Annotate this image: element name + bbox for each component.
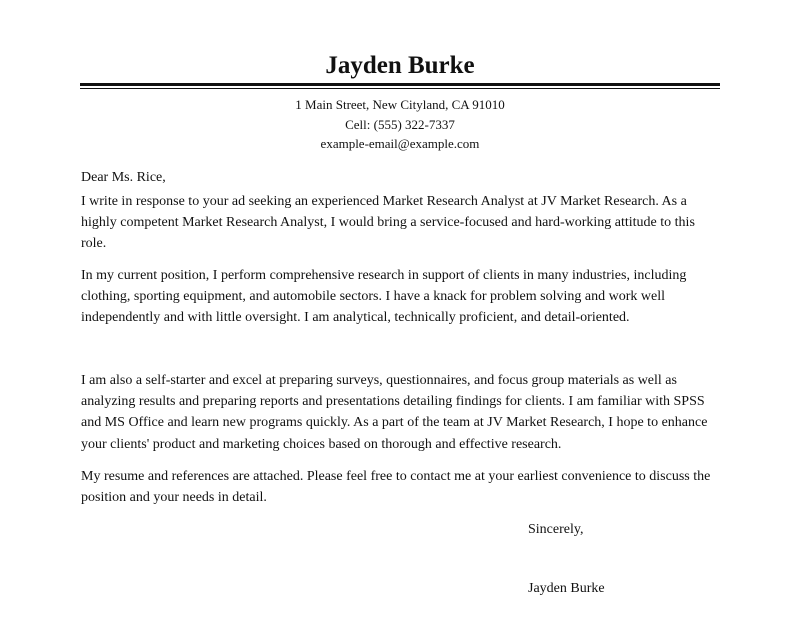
letter-paragraph-2: In my current position, I perform comprehensive research in support of clients in many industries, including clothing, sporting equipment, and automobile sectors. I have a knack for problem solving and work well independently and with little oversight. I am analytical, technically proficient, and detail-oriented.: [81, 268, 687, 326]
header-divider-thick: [80, 83, 720, 86]
header-divider-thin: [80, 88, 720, 89]
contact-address: 1 Main Street, New Cityland, CA 91010: [295, 97, 505, 112]
contact-email: example-email@example.com: [320, 136, 480, 151]
letter-paragraph-3: I am also a self-starter and excel at preparing surveys, questionnaires, and focus group materials as well as analyzing results and preparing reports and presentations detailing findings for clients. I am familiar with SPSS and MS Office and learn new programs quickly. As a part of the team at JV Market Research, I hope to enhance your clients' product and marketing choices based on thorough and effective research.: [81, 373, 708, 452]
letter-paragraph-4: My resume and references are attached. Please feel free to contact me at your earliest convenience to discuss the position and your needs in detail.: [81, 469, 711, 506]
letter-closing: Sincerely,: [528, 522, 584, 537]
letter-salutation: Dear Ms. Rice,: [81, 170, 166, 185]
contact-phone: Cell: (555) 322-7337: [345, 117, 455, 132]
applicant-name-heading: Jayden Burke: [325, 52, 475, 79]
letter-signature: Jayden Burke: [528, 581, 605, 596]
letter-paragraph-1: I write in response to your ad seeking an experienced Market Research Analyst at JV Market Research. As a highly competent Market Research Analyst, I would bring a service-focused and hard-working attitude to this role.: [81, 194, 695, 252]
